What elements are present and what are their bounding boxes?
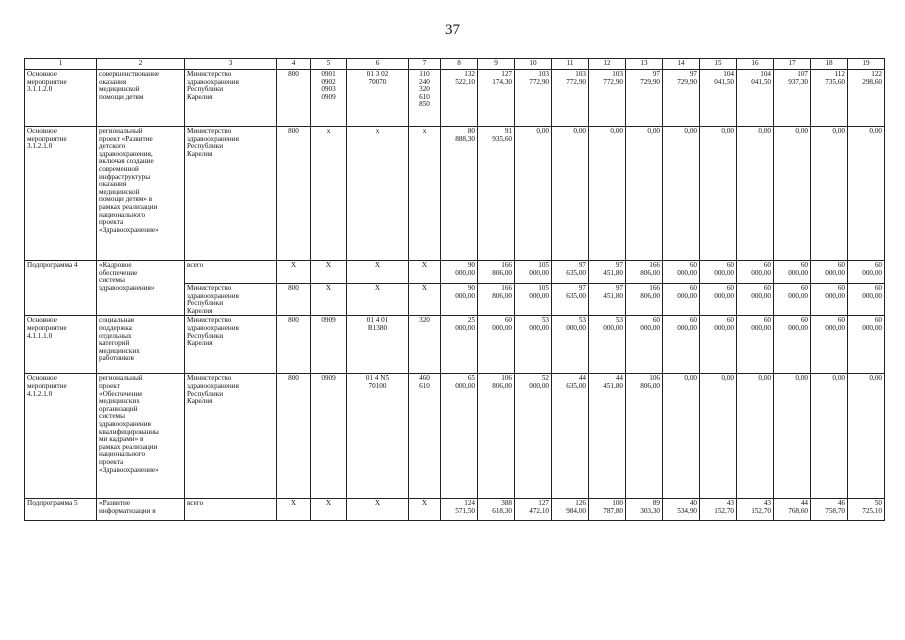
grbs-cell: X	[277, 261, 311, 284]
amount-cell: 53 000,00	[515, 316, 552, 374]
amount-cell: 50 725,10	[848, 499, 885, 521]
grbs-cell: 800	[277, 374, 311, 499]
target-article-cell: X	[347, 284, 409, 316]
amount-cell: 44 635,00	[552, 374, 589, 499]
grbs-cell: X	[277, 499, 311, 521]
amount-cell: 97 729,90	[626, 70, 663, 127]
program-name-cell: региональный проект «Обеспечение медицинских организаций системы здравоохранения квалифицированны ми кадрами» в рамках реализации национального проекта «Здравоохранение»	[97, 374, 185, 499]
column-header: 16	[737, 59, 774, 70]
amount-cell: 44 768,60	[774, 499, 811, 521]
amount-cell: 103 772,90	[589, 70, 626, 127]
amount-cell: 0,00	[811, 374, 848, 499]
program-code-cell: Подпрограмма 4	[25, 261, 97, 316]
amount-cell: 106 806,00	[626, 374, 663, 499]
amount-cell: 52 000,00	[515, 374, 552, 499]
column-header: 9	[478, 59, 515, 70]
grbs-cell: 800	[277, 284, 311, 316]
amount-cell: 60 000,00	[737, 261, 774, 284]
amount-cell: 0,00	[589, 127, 626, 261]
amount-cell: 0,00	[737, 127, 774, 261]
column-header: 13	[626, 59, 663, 70]
column-number-row	[25, 59, 885, 70]
amount-cell: 25 000,00	[441, 316, 478, 374]
amount-cell: 105 000,00	[515, 284, 552, 316]
amount-cell: 40 534,90	[663, 499, 700, 521]
amount-cell: 0,00	[737, 374, 774, 499]
amount-cell: 106 806,00	[478, 374, 515, 499]
amount-cell: 60 000,00	[774, 316, 811, 374]
amount-cell: 127 472,10	[515, 499, 552, 521]
amount-cell: 0,00	[774, 127, 811, 261]
amount-cell: 107 937,30	[774, 70, 811, 127]
expense-type-cell: X	[409, 284, 441, 316]
amount-cell: 60 000,00	[774, 261, 811, 284]
budget-table	[24, 58, 885, 521]
program-name-cell: региональный проект «Развитие детского здравоохранения, включая создание современной инфраструктуры оказания медицинской помощи детям» в рамках реализации национального проекта «Здравоохранение»	[97, 127, 185, 261]
amount-cell: 103 772,90	[552, 70, 589, 127]
amount-cell: 166 806,00	[626, 284, 663, 316]
amount-cell: 166 806,00	[626, 261, 663, 284]
row-activity-3-1-1-2	[25, 70, 885, 127]
amount-cell: 60 000,00	[663, 284, 700, 316]
executor-cell: Министерство здравоохранения Республики Карелия	[185, 374, 277, 499]
amount-cell: 53 000,00	[552, 316, 589, 374]
amount-cell: 60 000,00	[811, 261, 848, 284]
target-article-cell: 01 3 02 70070	[347, 70, 409, 127]
amount-cell: 97 635,00	[552, 284, 589, 316]
row-subprogram-5-total	[25, 499, 885, 521]
column-header: 2	[97, 59, 185, 70]
page-number: 37	[445, 22, 460, 38]
amount-cell: 90 000,00	[441, 284, 478, 316]
expense-type-cell: 110 240 320 610 850	[409, 70, 441, 127]
amount-cell: 0,00	[848, 374, 885, 499]
amount-cell: 60 000,00	[848, 261, 885, 284]
amount-cell: 124 571,50	[441, 499, 478, 521]
program-name-cell: совершенствование оказания медицинской помощи детям	[97, 70, 185, 127]
program-code-cell: Подпрограмма 5	[25, 499, 97, 521]
column-header: 19	[848, 59, 885, 70]
column-header: 5	[311, 59, 347, 70]
program-name-cell: «Развитие информатизации в	[97, 499, 185, 521]
section-code-cell: 0901 0902 0903 0909	[311, 70, 347, 127]
section-code-cell: 0909	[311, 374, 347, 499]
amount-cell: 65 000,00	[441, 374, 478, 499]
column-header: 10	[515, 59, 552, 70]
target-article-cell: X	[347, 261, 409, 284]
amount-cell: 97 451,80	[589, 261, 626, 284]
amount-cell: 60 000,00	[626, 316, 663, 374]
amount-cell: 104 041,50	[737, 70, 774, 127]
executor-cell: Министерство здравоохранения Республики Карелия	[185, 316, 277, 374]
column-header: 15	[700, 59, 737, 70]
amount-cell: 166 806,00	[478, 284, 515, 316]
program-code-cell: Основное мероприятие 3.1.2.1.0	[25, 127, 97, 261]
amount-cell: 91 935,60	[478, 127, 515, 261]
executor-cell: всего	[185, 499, 277, 521]
amount-cell: 60 000,00	[663, 316, 700, 374]
amount-cell: 60 000,00	[700, 316, 737, 374]
executor-cell: всего	[185, 261, 277, 284]
amount-cell: 89 303,30	[626, 499, 663, 521]
amount-cell: 43 152,70	[737, 499, 774, 521]
target-article-cell: 01 4 01 R1380	[347, 316, 409, 374]
amount-cell: 112 735,60	[811, 70, 848, 127]
amount-cell: 122 298,60	[848, 70, 885, 127]
column-header: 14	[663, 59, 700, 70]
column-header: 17	[774, 59, 811, 70]
program-code-cell: Основное мероприятие 4.1.2.1.0	[25, 374, 97, 499]
executor-cell: Министерство здравоохранения Республики Карелия	[185, 70, 277, 127]
section-code-cell: 0909	[311, 316, 347, 374]
column-header: 8	[441, 59, 478, 70]
amount-cell: 60 000,00	[737, 284, 774, 316]
expense-type-cell: X	[409, 499, 441, 521]
section-code-cell: X	[311, 499, 347, 521]
amount-cell: 0,00	[700, 374, 737, 499]
row-subprogram-4-total	[25, 261, 885, 284]
amount-cell: 60 000,00	[811, 284, 848, 316]
executor-cell: Министерство здравоохранения Республики Карелия	[185, 127, 277, 261]
target-article-cell: X	[347, 499, 409, 521]
column-header: 7	[409, 59, 441, 70]
amount-cell: 60 000,00	[737, 316, 774, 374]
amount-cell: 0,00	[811, 127, 848, 261]
amount-cell: 100 787,80	[589, 499, 626, 521]
amount-cell: 132 522,10	[441, 70, 478, 127]
amount-cell: 166 806,00	[478, 261, 515, 284]
grbs-cell: 800	[277, 70, 311, 127]
amount-cell: 0,00	[848, 127, 885, 261]
amount-cell: 0,00	[663, 127, 700, 261]
section-code-cell: X	[311, 261, 347, 284]
amount-cell: 60 000,00	[848, 284, 885, 316]
amount-cell: 60 000,00	[848, 316, 885, 374]
amount-cell: 60 000,00	[774, 284, 811, 316]
amount-cell: 44 451,80	[589, 374, 626, 499]
target-article-cell: x	[347, 127, 409, 261]
target-article-cell: 01 4 N5 70100	[347, 374, 409, 499]
column-header: 6	[347, 59, 409, 70]
amount-cell: 103 772,90	[515, 70, 552, 127]
column-header: 4	[277, 59, 311, 70]
column-header: 11	[552, 59, 589, 70]
table-body	[25, 59, 885, 521]
program-name-cell: социальная поддержка отдельных категорий медицинских работников	[97, 316, 185, 374]
amount-cell: 97 635,00	[552, 261, 589, 284]
amount-cell: 126 984,00	[552, 499, 589, 521]
amount-cell: 105 000,00	[515, 261, 552, 284]
program-code-cell: Основное мероприятие 4.1.1.1.0	[25, 316, 97, 374]
amount-cell: 0,00	[515, 127, 552, 261]
column-header: 12	[589, 59, 626, 70]
expense-type-cell: 320	[409, 316, 441, 374]
amount-cell: 104 041,50	[700, 70, 737, 127]
amount-cell: 60 000,00	[700, 261, 737, 284]
amount-cell: 97 451,80	[589, 284, 626, 316]
amount-cell: 0,00	[552, 127, 589, 261]
amount-cell: 0,00	[663, 374, 700, 499]
amount-cell: 60 000,00	[663, 261, 700, 284]
amount-cell: 60 000,00	[478, 316, 515, 374]
amount-cell: 90 000,00	[441, 261, 478, 284]
grbs-cell: 800	[277, 127, 311, 261]
section-code-cell: x	[311, 127, 347, 261]
row-activity-4-1-1-1	[25, 316, 885, 374]
amount-cell: 127 174,30	[478, 70, 515, 127]
grbs-cell: 800	[277, 316, 311, 374]
amount-cell: 43 152,70	[700, 499, 737, 521]
amount-cell: 97 729,90	[663, 70, 700, 127]
amount-cell: 80 888,30	[441, 127, 478, 261]
amount-cell: 388 618,30	[478, 499, 515, 521]
column-header: 18	[811, 59, 848, 70]
row-activity-4-1-2-1	[25, 374, 885, 499]
program-code-cell: Основное мероприятие 3.1.1.2.0	[25, 70, 97, 127]
executor-cell: Министерство здравоохранения Республики Карелия	[185, 284, 277, 316]
amount-cell: 60 000,00	[700, 284, 737, 316]
expense-type-cell: 460 610	[409, 374, 441, 499]
amount-cell: 0,00	[774, 374, 811, 499]
amount-cell: 0,00	[626, 127, 663, 261]
amount-cell: 46 758,70	[811, 499, 848, 521]
column-header: 1	[25, 59, 97, 70]
row-activity-3-1-2-1	[25, 127, 885, 261]
expense-type-cell: X	[409, 261, 441, 284]
section-code-cell: X	[311, 284, 347, 316]
column-header: 3	[185, 59, 277, 70]
amount-cell: 60 000,00	[811, 316, 848, 374]
program-name-cell: «Кадровое обеспечение системы здравоохранения»	[97, 261, 185, 316]
amount-cell: 53 000,00	[589, 316, 626, 374]
expense-type-cell: x	[409, 127, 441, 261]
amount-cell: 0,00	[700, 127, 737, 261]
